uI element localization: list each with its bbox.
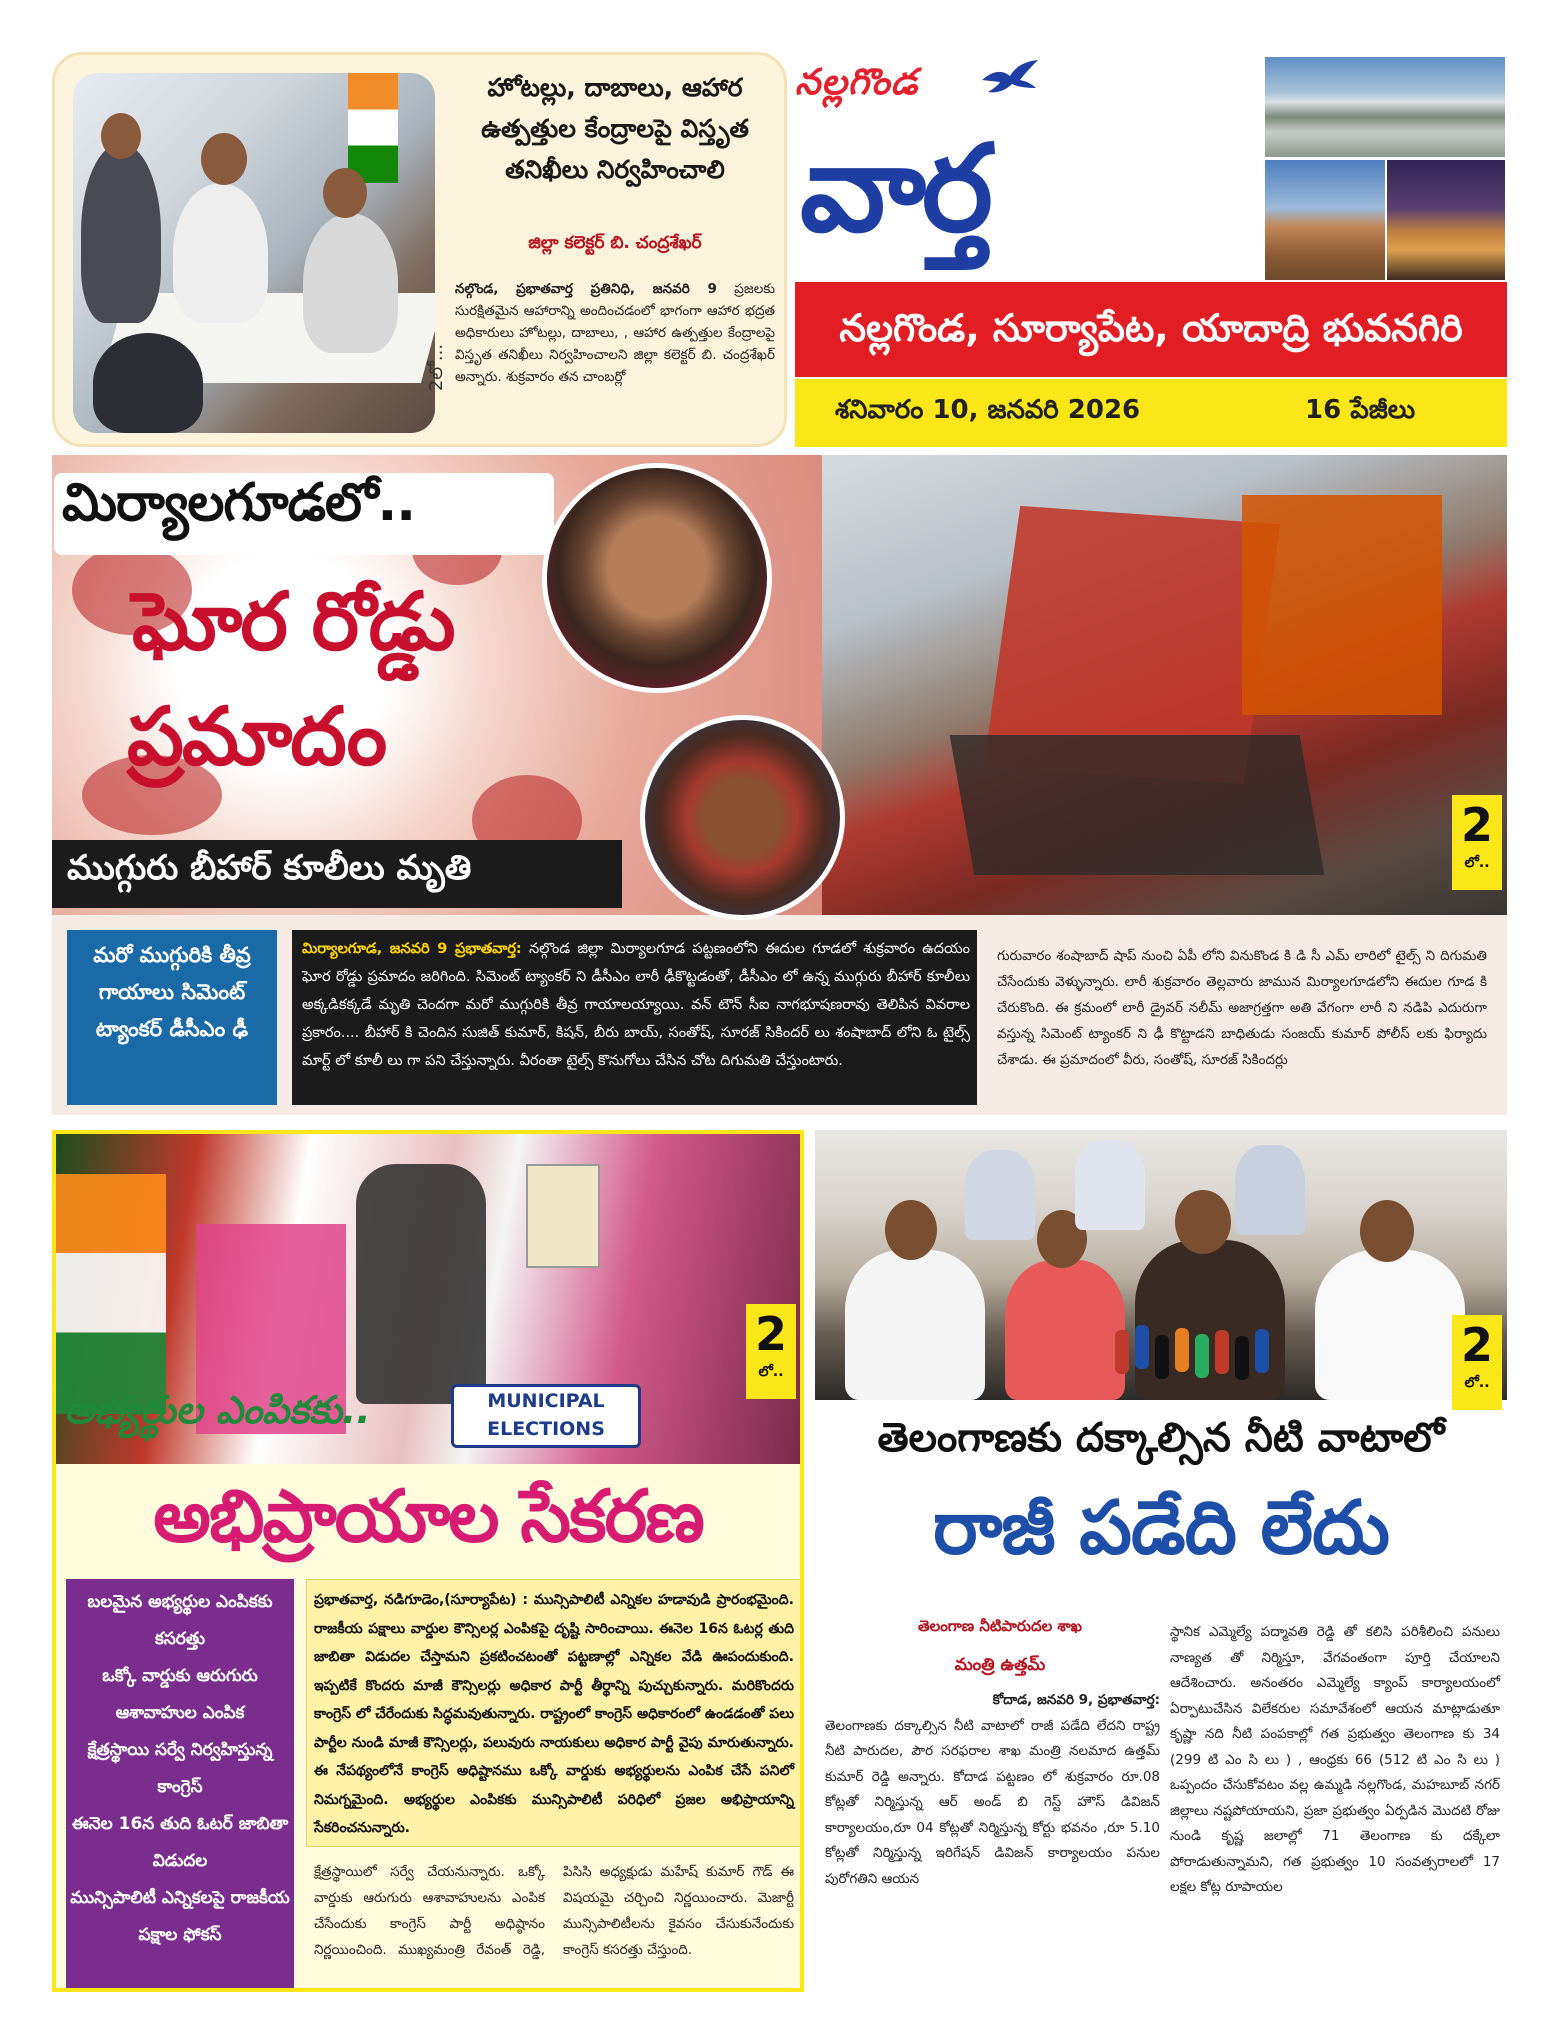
accident-truck-photo bbox=[822, 455, 1507, 915]
sidebar-point: మున్సిపాలిటీ ఎన్నికలపై రాజకీయ పక్షాల ఫోకస్ bbox=[70, 1888, 290, 1945]
page-ref-number: 2 bbox=[754, 1307, 787, 1361]
accident-kicker: మిర్యాలగూడలో.. bbox=[62, 473, 415, 533]
masthead-title: వార్త bbox=[800, 118, 989, 259]
victim-photo-2 bbox=[640, 715, 845, 920]
teaser-story[interactable] bbox=[52, 52, 787, 447]
teaser-headline[interactable]: హోటల్లు, దాబాలు, ఆహార ఉత్పత్తుల కేంద్రాలపై విస్తృత తనిఖీలు నిర్వహించాలి bbox=[481, 73, 749, 184]
page-ref-number: 2 bbox=[1460, 1318, 1493, 1372]
sidebar-point: బలమైన అభ్యర్థుల ఎంపికకు కసరత్తు bbox=[87, 1592, 273, 1649]
water-share-story[interactable] bbox=[815, 1130, 1507, 1992]
municipal-elections-badge bbox=[451, 1384, 641, 1448]
masthead-city: నల్లగొండ bbox=[795, 62, 919, 103]
accident-dateline: మిర్యాలగూడ, జనవరి 9 ప్రభాతవార్త: bbox=[302, 941, 522, 957]
teaser-body-text: ప్రజలకు సురక్షితమైన ఆహారాన్ని అందించడంలో భాగంగా ఆహార భద్రత అధికారులు హోటల్లు, దాబాలు, , ఆహార ఉత్పత్తుల కేంద్రాలపై విస్తృత తనిఖీలు నిర్వహించాలని జిల్లా కలెక్టర్ బి. చంద్రశేఖర్ అన్నారు. శుక్రవారం తన చాంబర్లో bbox=[455, 281, 776, 385]
municipal-body-continued: క్షేత్రస్థాయిలో సర్వే చేయనున్నారు. ఒక్కో వార్డుకు ఆరుగురు ఆశావాహులను ఎంపిక చేసేందుకు కాంగ్రెస్ పార్టీ అధిష్ఠానం నిర్ణయించింది. ముఖ్యమంత్రి రేవంత్ రెడ్డి, పిసిసి అధ్యక్షుడు మహేష్ కుమార్ గౌడ్ ఈ విషయమై చర్చించి నిర్ణయించారు. మెజార్టీ మున్సిపాలిటీలను కైవసం చేసుకునేందుకు కాంగ్రెస్ కసరత్తు చేస్తుంది. bbox=[314, 1864, 794, 1958]
badge-line1: MUNICIPAL bbox=[487, 1390, 605, 1412]
water-byline-department: తెలంగాణ నీటిపారుదల శాఖ bbox=[917, 1617, 1082, 1635]
teaser-dateline: నల్గొండ, ప్రభాతవార్త ప్రతినిధి, జనవరి 9 bbox=[455, 281, 717, 297]
press-meet-photo bbox=[815, 1130, 1507, 1400]
accident-headline-line1[interactable]: ఘోర రోడ్డు bbox=[132, 575, 454, 668]
municipal-kicker: అభ్యర్థుల ఎంపికకు.. bbox=[64, 1388, 371, 1432]
municipal-story[interactable] bbox=[52, 1130, 804, 1992]
teaser-photo bbox=[73, 73, 435, 433]
page-reference-tag[interactable] bbox=[1452, 795, 1502, 890]
issue-date: శనివారం 10, జనవరి 2026 bbox=[835, 395, 1141, 425]
sidebar-point: ఈనెల 16న తుది ఓటర్ జాబితా విడుదల bbox=[71, 1814, 289, 1871]
municipal-headline[interactable]: అభిప్రాయాల సేకరణ bbox=[153, 1474, 703, 1558]
accident-body-continued: గురువారం శంషాబాద్ షాప్ నుంచి ఏపీ లోని వినుకొండ కి డి సీ ఎమ్ లారిలో టైల్స్ ని దిగుమతి చేసేందుకు వెళ్ళున్నారు. లారీ శుక్రవారం తెల్లవారు జామున మిర్యాలగూడలోని ఈదుల గూడ కి చేరుకొంది. ఈ క్రమంలో లారీ డ్రైవర్ నలీమ్ అజాగ్రత్తగా అతి వేగంగా లారీ ని నడిపి ఎదురుగా వస్తున్న సిమెంట్ ట్యాంకర్ ని ఢీ కొట్టాడని బాధితుడు సంజయ్ కుమార్ పోలీస్ లకు ఫిర్యాదు చేశాడు. ఈ ప్రమాదంలో వీరు, సంతోష్, సూరజ్ సికిందర్లు bbox=[997, 948, 1487, 1068]
page-reference-tag[interactable] bbox=[746, 1304, 796, 1399]
page-ref-suffix: లో.. bbox=[758, 1364, 784, 1380]
accident-story[interactable] bbox=[52, 455, 1507, 1115]
badge-line2: ELECTIONS bbox=[487, 1418, 605, 1440]
masthead-districts: నల్లగొండ, సూర్యాపేట, యాదాద్రి భువనగిరి bbox=[839, 306, 1463, 350]
teaser-byline: జిల్లా కలెక్టర్ బి. చంద్రశేఖర్ bbox=[528, 233, 702, 253]
accident-body-lead-text: నల్గొండ జిల్లా మిర్యాలగూడ పట్టణంలోని ఈదుల గూడలో శుక్రవారం ఉదయం ఘోర రోడ్డు ప్రమాదం జరిగింది. సిమెంట్ ట్యాంకర్ ని డీసీఎం లారీ ఢీకొట్టడంతో, డీసీఎం లో ఉన్న ముగ్గురు బీహార్ కూలీలు అక్కడికక్కడే మృతి చెందగా మరో ముగ్గురికి తీవ్ర గాయాలయ్యాయి. వన్ టౌన్ సీఐ నాగభూషణరావు తెలిపిన వివరాల ప్రకారం.... బీహార్ కి చెందిన సుజిత్ కుమార్, కిషన్, బీరు బాయ్, సంతోష్, సూరజ్ సికిందర్ లు శంషాబాద్ లోని ఓ టైల్స్ మార్ట్ లో కూలీ లు గా పని చేస్తున్నారు. వీరంతా టైల్స్ కొనుగోలు చేసిన చోట దిగుమతి చేస్తుంటారు. bbox=[302, 941, 971, 1069]
sidebar-point: క్షేత్రస్థాయి సర్వే నిర్వహిస్తున్న కాంగ్రెస్ bbox=[87, 1740, 273, 1797]
page-ref-number: 2 bbox=[1460, 798, 1493, 852]
municipal-body-lead: ప్రభాతవార్త, నడిగూడెం,(సూర్యాపేట) : మున్సిపాలిటీ ఎన్నికల హడావుడి ప్రారంభమైంది. రాజకీయ పక్షాలు వార్డుల కౌన్సిలర్ల ఎంపికపై దృష్టి సారించాయి. ఈనెల 16న ఓటర్ల తుది జాబితా విడుదల చేస్తామని ప్రకటించటంతో పట్టణాల్లో ఎన్నికల వేడి ఊపందుకుంది. ఇప్పటికే కొందరు మాజీ కౌన్సిలర్లు అధికార పార్టీ తీర్థాన్ని పుచ్చుకున్నారు. మరికొందరు కాంగ్రెస్ లో చేరేందుకు సిద్ధమవుతున్నారు. రాష్ట్రంలో కాంగ్రెస్ అధికారంలో ఉండడంతో పలు పార్టీల నుండి మాజీ కౌన్సిలర్లు, పలువురు నాయకులు అధికార పార్టీ వైపు మారుతున్నారు. ఈ నేపథ్యంలోనే కాంగ్రెస్ అధిష్టానము ఒక్కో వార్డుకు అభ్యర్థులను ఎంపిక చేసే పనిలో నిమగ్నమైంది. అభ్యర్థుల ఎంపికకు మున్సిపాలిటీ పరిధిలో ప్రజల అభిప్రాయాన్ని సేకరించనున్నారు. bbox=[314, 1592, 794, 1836]
accident-subheadline: ముగ్గురు బీహార్ కూలీలు మృతి bbox=[67, 848, 472, 888]
water-dateline: కోదాడ, జనవరి 9, ప్రభాతవార్త: bbox=[992, 1692, 1160, 1708]
water-body-column1 bbox=[825, 1688, 1160, 1892]
water-headline-line2[interactable]: రాజీ పడేది లేదు bbox=[933, 1485, 1389, 1571]
water-byline-minister: మంత్రి ఉత్తమ్ bbox=[954, 1655, 1046, 1675]
water-body-column1-text: తెలంగాణకు దక్కాల్సిన నీటి వాటాలో రాజీ పడేది లేదని రాష్ట్ర నీటి పారుదల, పౌర సరఫరాల శాఖ మంత్రి నలమాద ఉత్తమ్ కుమార్ రెడ్డి అన్నారు. కోదాడ పట్టణం లో శుక్రవారం రూ.08 కోట్లతో నిర్మిస్తున్న ఆర్ అండ్ బి గెస్ట్ హౌస్ డివిజన్ కార్యాలయం,రూ 04 కోట్లతో నిర్మిస్తున్న కోర్టు భవనం ,రూ 5.10 కోట్లతో నిర్మిస్తున్న ఇరిగేషన్ డివిజన్ కార్యాలయం పనుల పురోగతిని ఆయన bbox=[825, 1717, 1160, 1887]
continued-note: 2లో... bbox=[426, 343, 448, 392]
masthead-photo-dam bbox=[1265, 57, 1505, 157]
dove-icon bbox=[980, 58, 1040, 98]
accident-headline-line2[interactable]: ప్రమాదం bbox=[127, 690, 386, 783]
masthead bbox=[795, 52, 1507, 447]
page-count: 16 పేజీలు bbox=[1305, 395, 1416, 425]
national-flag-graphic bbox=[348, 73, 398, 183]
water-headline-line1[interactable]: తెలంగాణకు దక్కాల్సిన నీటి వాటాలో bbox=[877, 1415, 1445, 1461]
accident-body-lead bbox=[302, 935, 970, 1075]
municipal-sidebar bbox=[66, 1584, 294, 1954]
accident-sidebar: మరో ముగ్గురికి తీవ్ర గాయాలు సిమెంట్ ట్యాంకర్ డీసీఎం ఢీ bbox=[93, 943, 251, 1041]
teaser-body bbox=[455, 278, 775, 388]
page-ref-suffix: లో.. bbox=[1464, 855, 1490, 871]
victim-photo-1 bbox=[542, 463, 772, 693]
masthead-photo-temple bbox=[1265, 160, 1385, 280]
page-reference-tag[interactable] bbox=[1452, 1315, 1502, 1410]
water-body-column2: స్థానిక ఎమ్మెల్యే పద్మావతి రెడ్డి తో కలిసి పరిశీలించి పనులు నాణ్యత తో నిర్మిస్తూ, వేగవంతంగా పూర్తి చేయాలని ఆదేశించారు. అనంతరం ఎమ్మెల్యే క్యాంప్ కార్యాలయంలో ఏర్పాటుచేసిన విలేకరుల సమావేశంలో ఆయన మాట్లాడుతూ కృష్ణా నది నీటి పంపకాల్లో గత ప్రభుత్వం తెలంగాణ కు 34 (299 టి ఎం సి లు ) , ఆంధ్రకు 66 (512 టి ఎం సి లు ) ఒప్పందం చేసుకోవటం వల్ల ఉమ్మడి నల్లగొండ, మహబూబ్ నగర్ జిల్లాలు నష్టపోయాయని, ప్రజా ప్రభుత్వం ఏర్పడిన మొదటి రోజు నుండి కృష్ణ జలాల్లో 71 తెలంగాణ కు దక్కేలా పోరాడుతున్నామని, గత ప్రభుత్వం 10 సంవత్సరాలలో 17 లక్షల కోట్ల రూపాయల bbox=[1170, 1624, 1500, 1895]
sidebar-point: ఒక్కో వార్డుకు ఆరుగురు ఆశావాహుల ఎంపిక bbox=[102, 1666, 258, 1723]
masthead-photo-fort bbox=[1387, 160, 1505, 280]
page-ref-suffix: లో.. bbox=[1464, 1375, 1490, 1391]
